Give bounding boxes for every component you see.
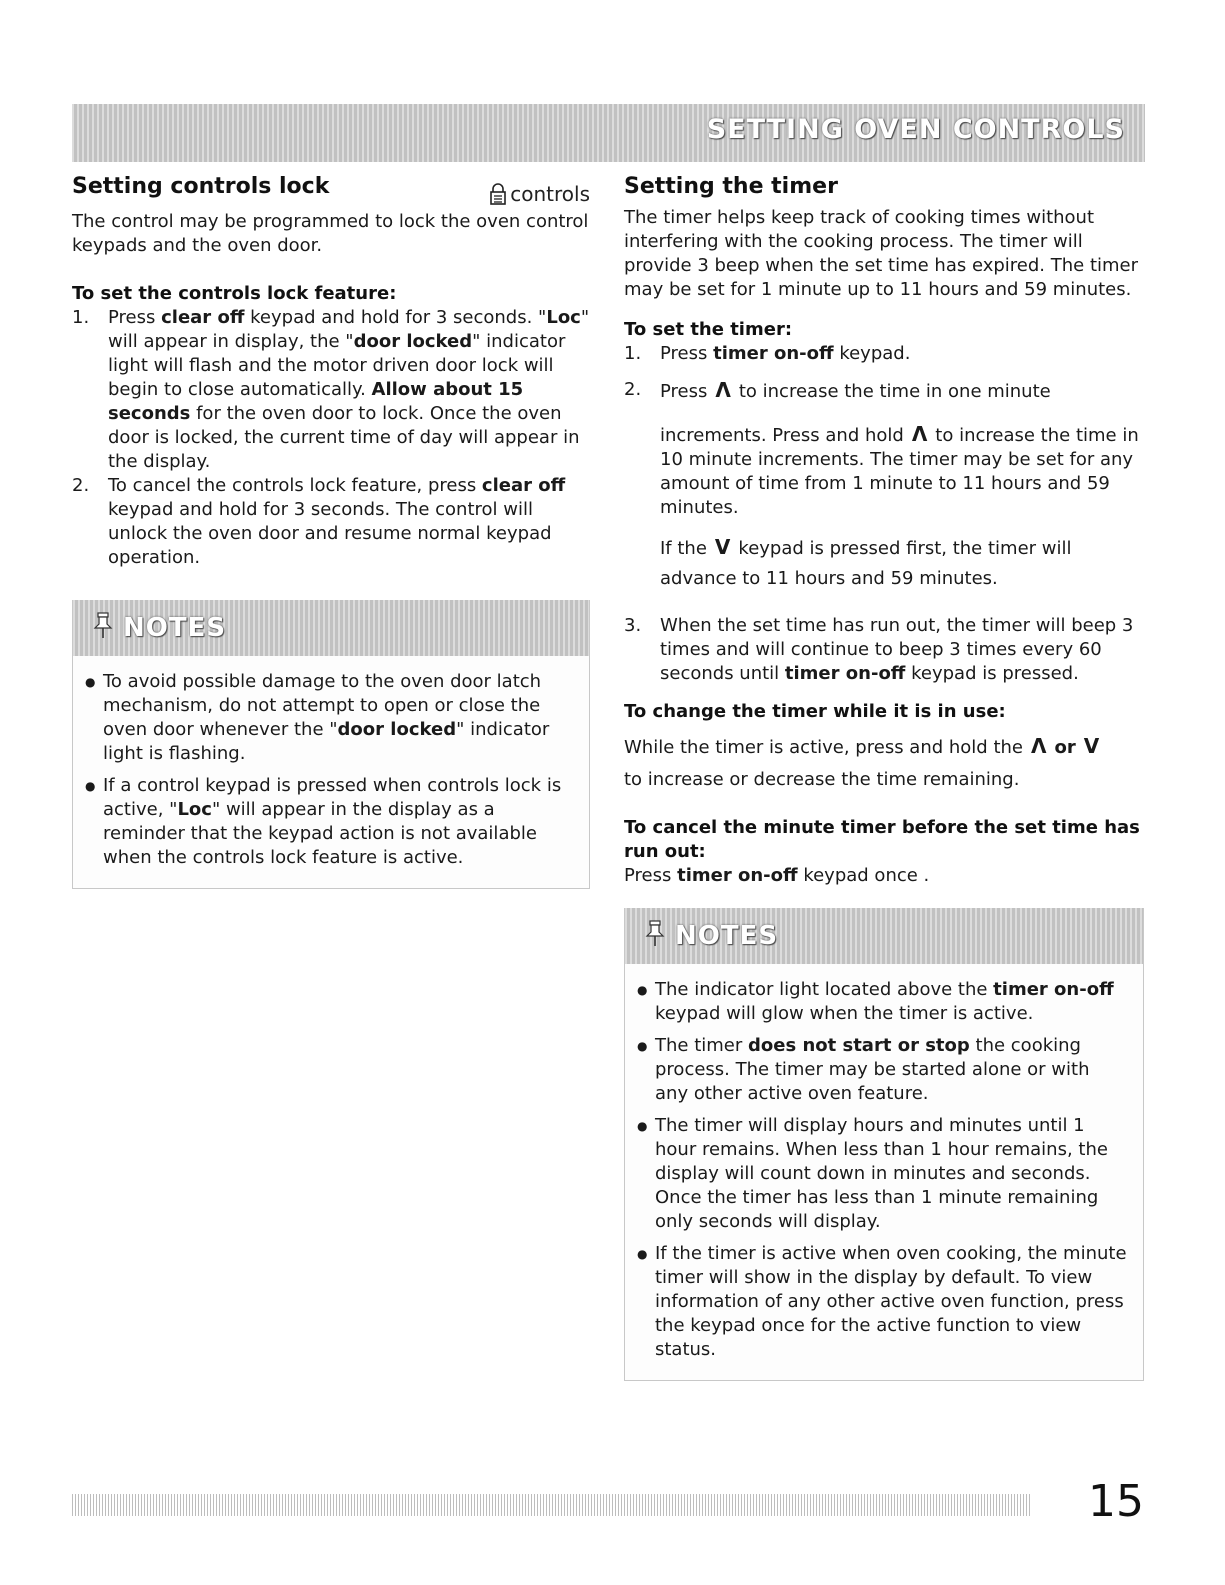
down-arrow-icon: V	[1083, 734, 1100, 758]
cancel-timer-text: Press timer on-off keypad once .	[624, 865, 930, 886]
left-column	[72, 172, 590, 889]
timer-notes-box	[624, 908, 1144, 1381]
timer-step-1: 1. Press timer on-off keypad.	[624, 343, 911, 364]
up-arrow-icon: Λ	[911, 422, 928, 446]
section-banner	[72, 104, 1145, 162]
timer-note-1: ● The indicator light located above the timer on-off keypad will glow when the timer is active.	[635, 978, 1127, 1026]
page-number: 15	[1088, 1476, 1144, 1527]
up-arrow-icon: Λ	[715, 378, 731, 402]
controls-lock-heading: Setting controls lock	[72, 174, 330, 199]
lock-step-2: 2. To cancel the controls lock feature, press clear off keypad and hold for 3 seconds. The control will unlock the oven door and resume normal keypad operation.	[72, 475, 566, 568]
set-timer-subheading: To set the timer:	[624, 319, 793, 340]
lock-steps	[72, 306, 590, 570]
lock-notes-box	[72, 600, 590, 889]
right-column	[624, 172, 1144, 1381]
timer-note-2: ● The timer does not start or stop the cooking process. The timer may be started alone or with any other active oven feature.	[635, 1034, 1127, 1106]
lock-notes-list	[73, 656, 589, 888]
change-timer-heading: To change the timer while it is in use:	[624, 701, 1006, 722]
lock-icon	[490, 183, 506, 205]
lock-note-1: ● To avoid possible damage to the oven door latch mechanism, do not attempt to open or close the oven door whenever the "door locked" indicator light is flashing.	[83, 670, 573, 766]
controls-lock-intro: The control may be programmed to lock the oven control keypads and the oven door.	[72, 211, 589, 256]
timer-note-3: ● The timer will display hours and minutes until 1 hour remains. When less than 1 hour remains, the display will count down in minutes and seconds. Once the timer has less than 1 minute remaining only seconds will display.	[635, 1114, 1127, 1234]
timer-steps	[624, 342, 1144, 686]
pushpin-icon	[93, 611, 113, 646]
timer-notes-list	[625, 964, 1143, 1380]
up-arrow-icon: Λ	[1031, 734, 1047, 758]
footer-strip	[72, 1494, 1032, 1516]
controls-tag	[490, 182, 590, 206]
notes-title: NOTES	[675, 921, 779, 951]
notes-header	[73, 600, 589, 656]
timer-heading: Setting the timer	[624, 174, 838, 199]
cancel-timer-heading: To cancel the minute timer before the set time has run out:	[624, 817, 1140, 862]
left-heading-row	[72, 172, 590, 206]
pushpin-icon	[645, 919, 665, 954]
change-timer-text: While the timer is active, press and hold the Λ or V to increase or decrease the time remaining.	[624, 730, 1144, 796]
controls-tag-label: controls	[510, 182, 590, 206]
down-arrow-icon: V	[714, 535, 731, 559]
timer-step-3: 3. When the set time has run out, the timer will beep 3 times and will continue to beep 3 times every 60 seconds until timer on-off keypad is pressed.	[624, 615, 1134, 684]
notes-header	[625, 908, 1143, 964]
notes-title: NOTES	[123, 613, 227, 643]
timer-step-2: 2. Press Λ to increase the time in one minute increments. Press and hold Λ to increase the time in 10 minute increments. The timer may be set for any amount of time from 1 minute to 11 hours and 59 minutes. If the V keypad is pressed first, the timer will advance to 11 hours and 59 minutes.	[624, 378, 1139, 589]
timer-intro: The timer helps keep track of cooking times without interfering with the cooking process. The timer will provide 3 beep when the set time has expired. The timer may be set for 1 minute up to 11 hours and 59 minutes.	[624, 207, 1139, 300]
section-title: SETTING OVEN CONTROLS	[706, 114, 1125, 145]
timer-note-4: ● If the timer is active when oven cooking, the minute timer will show in the display by default. To view information of any other active oven function, press the keypad once for the active function to view status.	[635, 1242, 1127, 1362]
set-lock-subheading: To set the controls lock feature:	[72, 283, 397, 304]
lock-step-1: 1. Press clear off keypad and hold for 3 seconds. "Loc" will appear in display, the "door locked" indicator light will flash and the motor driven door lock will begin to close automatically. Allow about 15 seconds for the oven door to lock. Once the oven door is locked, the current time of day will appear in the display.	[72, 307, 590, 472]
lock-note-2: ● If a control keypad is pressed when controls lock is active, "Loc" will appear in the display as a reminder that the keypad action is not available when the controls lock feature is active.	[83, 774, 573, 870]
